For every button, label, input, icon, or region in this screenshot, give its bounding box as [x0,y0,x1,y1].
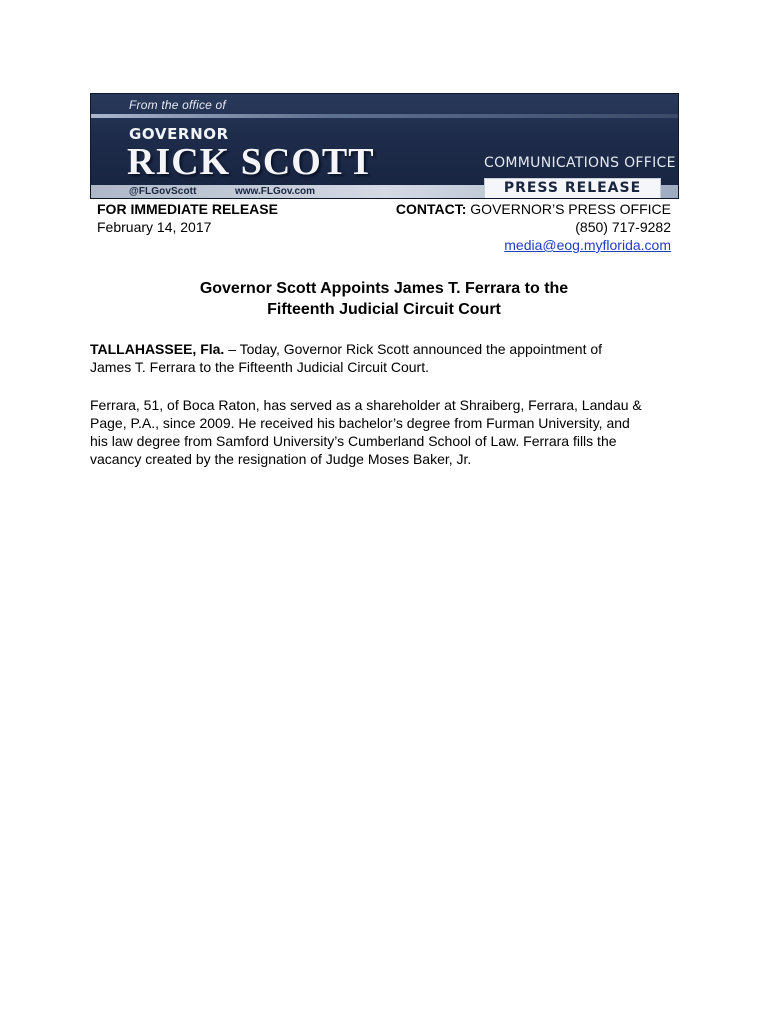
dateline: TALLAHASSEE, Fla. [90,341,225,357]
immediate-release-label: FOR IMMEDIATE RELEASE [97,201,278,217]
governor-title: GOVERNOR [129,125,229,143]
contact-office: GOVERNOR’S PRESS OFFICE [466,201,671,217]
paragraph-1-text: – Today, Governor Rick Scott announced the appointment of [224,341,603,357]
contact-line [396,200,671,218]
paragraph-2-line-3: his law degree from Samford University’s Cumberland School of Law. Ferrara fills the [90,433,617,449]
paragraph-2-line-1: Ferrara, 51, of Boca Raton, has served as a shareholder at Shraiberg, Ferrara, Landau & [90,397,642,413]
headline-line-2: Fifteenth Judicial Circuit Court [267,301,501,318]
paragraph-2 [90,396,680,468]
paragraph-1 [90,340,680,376]
contact-email-link[interactable]: media@eog.myflorida.com [504,237,671,253]
website-text: www.FLGov.com [235,186,316,197]
paragraph-2-line-2: Page, P.A., since 2009. He received his bachelor’s degree from Furman University, and [90,415,630,431]
contact-block [396,200,671,254]
paragraph-2-line-4: vacancy created by the resignation of Judge Moses Baker, Jr. [90,451,472,467]
banner-stripe [91,114,678,118]
release-date: February 14, 2017 [97,219,212,235]
from-office-text: From the office of [129,98,226,112]
contact-label: CONTACT: [395,201,467,217]
contact-phone: (850) 717-9282 [575,219,671,235]
paragraph-1-line-1 [90,340,680,358]
governor-name: RICK SCOTT [127,141,375,183]
letterhead-banner [90,93,679,199]
paragraph-1-line-2: James T. Ferrara to the Fifteenth Judicial Circuit Court. [90,359,429,375]
social-handle: @FLGovScott [129,186,197,197]
headline [90,278,678,320]
communications-office-label: COMMUNICATIONS OFFICE [484,155,676,171]
release-info [97,200,278,236]
headline-line-1: Governor Scott Appoints James T. Ferrara to the [199,280,569,297]
press-release-badge: PRESS RELEASE [484,178,661,199]
